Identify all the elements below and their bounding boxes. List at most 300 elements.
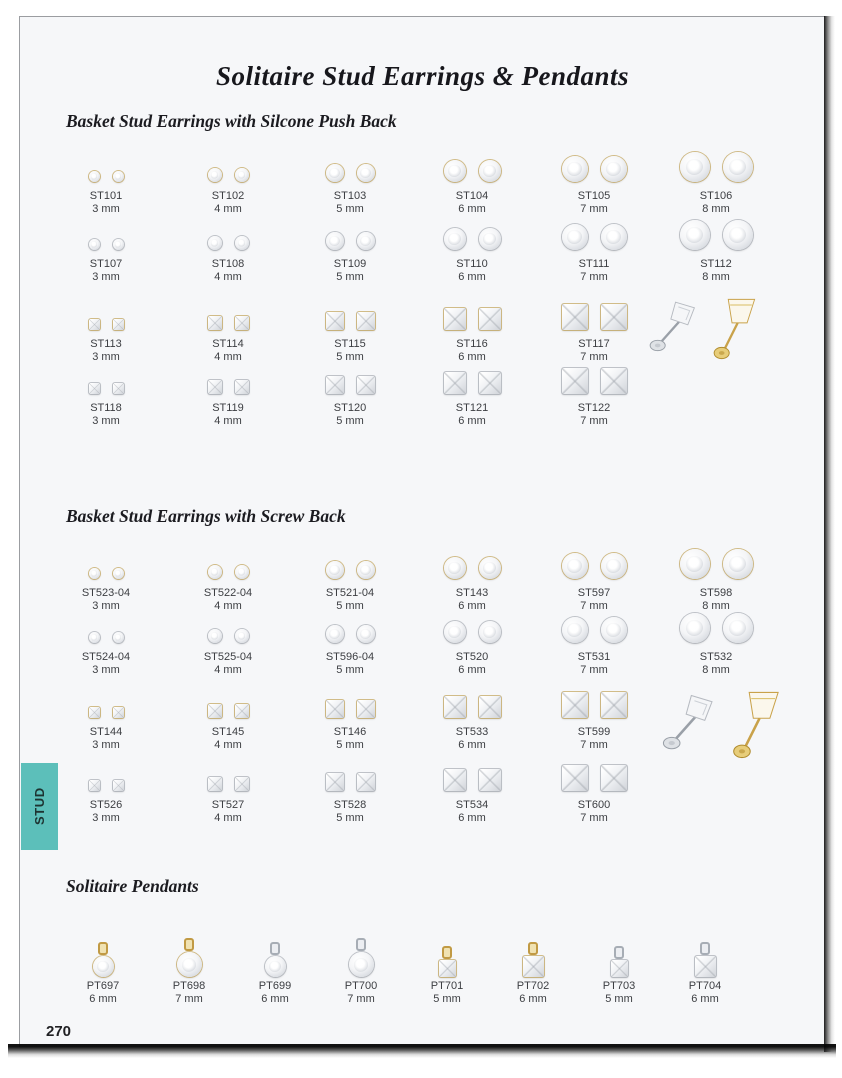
product-code: ST107 (89, 258, 123, 270)
pendant-cell (490, 911, 576, 1006)
stud-stone (562, 553, 588, 579)
stud-stone (479, 228, 501, 250)
product-code: ST144 (89, 726, 123, 738)
stud-pair-image (326, 232, 375, 255)
product-code: ST111 (578, 258, 610, 270)
pendant-bail (184, 938, 194, 951)
product-code: ST119 (212, 402, 244, 414)
product-code: ST113 (90, 338, 122, 350)
stud-stone (208, 777, 222, 791)
product-size: 4 mm (214, 812, 242, 824)
product-cell (289, 141, 411, 216)
product-cell (411, 602, 533, 677)
stud-pair-image (326, 773, 375, 796)
pendant-stone (93, 956, 114, 977)
stud-pair-image (208, 565, 249, 584)
product-size: 3 mm (92, 739, 120, 751)
stud-pair-image (89, 383, 124, 399)
stud-stone (601, 304, 627, 330)
product-code: ST110 (456, 258, 488, 270)
product-cell (167, 141, 289, 216)
stud-stone (357, 164, 375, 182)
stud-stone (113, 383, 124, 394)
product-cell (533, 141, 655, 216)
product-size: 3 mm (92, 600, 120, 612)
stud-stone (235, 316, 249, 330)
product-size: 5 mm (336, 812, 364, 824)
stud-stone (113, 780, 124, 791)
product-code: ST528 (333, 799, 367, 811)
product-size: 8 mm (702, 271, 730, 283)
product-size: 3 mm (92, 351, 120, 363)
silver-and-gold-push-back-studs-photo (636, 289, 781, 369)
stud-pair-image (562, 304, 627, 335)
stud-pair-image (208, 704, 249, 723)
stud-pair-image (89, 568, 124, 584)
product-size: 8 mm (702, 664, 730, 676)
pendant-bail (98, 942, 108, 955)
product-code: ST533 (455, 726, 489, 738)
stud-pair-image (326, 700, 375, 723)
stud-stone (208, 168, 222, 182)
product-code: ST527 (211, 799, 245, 811)
stud-stone (357, 376, 375, 394)
stud-stone (89, 632, 100, 643)
stud-stone (89, 239, 100, 250)
stud-pair-image (89, 171, 124, 187)
stud-stone (723, 220, 753, 250)
stud-stone (479, 769, 501, 791)
product-code: ST103 (333, 190, 367, 202)
product-size: 5 mm (336, 271, 364, 283)
product-cell (167, 677, 289, 752)
stud-stone (444, 621, 466, 643)
stud-stone (357, 232, 375, 250)
stud-stone (562, 368, 588, 394)
stud-pair-image (444, 696, 501, 723)
stud-pair-image (89, 632, 124, 648)
product-size: 4 mm (214, 351, 242, 363)
stud-stone (113, 239, 124, 250)
pendant-cell (318, 911, 404, 1006)
pendant-cell (146, 911, 232, 1006)
product-size: 5 mm (336, 600, 364, 612)
product-size: 7 mm (580, 351, 608, 363)
stud-pair-image (562, 156, 627, 187)
pendant-bail (356, 938, 366, 951)
product-cell (411, 141, 533, 216)
product-code: PT697 (86, 980, 120, 992)
stud-pair-image (562, 224, 627, 255)
product-grid-row (45, 750, 655, 825)
product-cell (167, 750, 289, 825)
product-cell (45, 677, 167, 752)
product-code: ST121 (455, 402, 489, 414)
stud-stone (235, 629, 249, 643)
product-size: 5 mm (605, 993, 633, 1005)
product-code: ST101 (89, 190, 123, 202)
stud-stone (444, 228, 466, 250)
stud-stone (562, 224, 588, 250)
product-code: ST116 (456, 338, 488, 350)
product-grid-row (45, 677, 655, 752)
stud-stone (235, 236, 249, 250)
product-code: ST598 (699, 587, 733, 599)
product-code: ST596-04 (325, 651, 375, 663)
product-cell (411, 677, 533, 752)
stud-stone (235, 380, 249, 394)
pendant-cell (662, 911, 748, 1006)
product-cell (45, 353, 167, 428)
product-cell (533, 750, 655, 825)
stud-stone (479, 557, 501, 579)
stud-stone (601, 156, 627, 182)
product-size: 7 mm (580, 271, 608, 283)
product-size: 5 mm (336, 351, 364, 363)
product-code: ST599 (577, 726, 611, 738)
stud-stone (479, 621, 501, 643)
section-heading: Solitaire Pendants (66, 876, 199, 896)
stud-stone (113, 632, 124, 643)
product-size: 3 mm (92, 664, 120, 676)
product-size: 8 mm (702, 600, 730, 612)
stud-stone (723, 549, 753, 579)
product-code: PT703 (602, 980, 636, 992)
stud-side-tab: STUD (21, 763, 58, 850)
stud-stone (601, 553, 627, 579)
product-size: 4 mm (214, 415, 242, 427)
product-size: 7 mm (580, 600, 608, 612)
product-size: 6 mm (458, 415, 486, 427)
stud-stone (680, 152, 710, 182)
product-code: ST104 (455, 190, 489, 202)
product-code: ST108 (211, 258, 245, 270)
stud-stone (113, 319, 124, 330)
stud-stone (479, 308, 501, 330)
product-cell (289, 353, 411, 428)
product-size: 7 mm (580, 415, 608, 427)
stud-stone (601, 765, 627, 791)
product-code: ST531 (577, 651, 611, 663)
stud-pair-image (208, 168, 249, 187)
page-edge-shadow-right (824, 16, 835, 1052)
product-cell (289, 209, 411, 284)
product-grid-row (45, 141, 777, 216)
page-number: 270 (46, 1023, 72, 1040)
product-size: 6 mm (458, 203, 486, 215)
stud-stone (235, 704, 249, 718)
product-cell (533, 677, 655, 752)
stud-stone (562, 617, 588, 643)
stud-stone (113, 707, 124, 718)
stud-pair-image (680, 549, 753, 584)
stud-stone (235, 777, 249, 791)
product-cell (655, 209, 777, 284)
stud-stone (444, 769, 466, 791)
product-size: 6 mm (458, 600, 486, 612)
product-code: ST109 (333, 258, 367, 270)
stud-stone (326, 376, 344, 394)
stud-stone (208, 316, 222, 330)
product-cell (45, 141, 167, 216)
product-size: 7 mm (580, 812, 608, 824)
stud-stone (326, 773, 344, 791)
product-code: PT698 (172, 980, 206, 992)
product-code: ST114 (212, 338, 244, 350)
product-cell (411, 750, 533, 825)
product-grid-row (45, 209, 777, 284)
stud-stone (326, 232, 344, 250)
stud-pair-image (208, 316, 249, 335)
stud-stone (208, 704, 222, 718)
product-size: 5 mm (336, 739, 364, 751)
stud-stone (89, 383, 100, 394)
product-size: 6 mm (458, 812, 486, 824)
stud-pair-image (444, 769, 501, 796)
pendant-stone (265, 956, 286, 977)
stud-stone (326, 312, 344, 330)
product-size: 7 mm (175, 993, 203, 1005)
product-code: ST118 (90, 402, 122, 414)
stud-pair-image (444, 308, 501, 335)
stud-pair-image (562, 617, 627, 648)
stud-pair-image (208, 380, 249, 399)
pendant-bail (442, 946, 452, 959)
product-code: ST112 (700, 258, 732, 270)
pendant-cell (404, 911, 490, 1006)
stud-stone (680, 220, 710, 250)
product-cell (167, 602, 289, 677)
stud-stone (357, 561, 375, 579)
stud-pair-image (326, 625, 375, 648)
stud-stone (89, 171, 100, 182)
product-cell (533, 209, 655, 284)
pendant-bail (270, 942, 280, 955)
stud-pair-image (444, 557, 501, 584)
stud-stone (601, 224, 627, 250)
stud-stone (601, 617, 627, 643)
stud-pair-image (444, 228, 501, 255)
product-code: PT700 (344, 980, 378, 992)
stud-stone (89, 319, 100, 330)
product-cell (655, 602, 777, 677)
product-cell (45, 209, 167, 284)
product-code: ST522-04 (203, 587, 253, 599)
stud-stone (208, 380, 222, 394)
stud-stone (357, 312, 375, 330)
product-code: ST520 (455, 651, 489, 663)
product-size: 4 mm (214, 271, 242, 283)
product-cell (167, 353, 289, 428)
stud-pair-image (326, 312, 375, 335)
stud-pair-image (89, 319, 124, 335)
product-size: 3 mm (92, 203, 120, 215)
product-size: 4 mm (214, 203, 242, 215)
pendant-stone (523, 956, 544, 977)
stud-pair-image (444, 621, 501, 648)
product-grid-row (45, 353, 655, 428)
product-cell (411, 209, 533, 284)
stud-stone (357, 625, 375, 643)
product-size: 5 mm (336, 415, 364, 427)
product-size: 6 mm (458, 351, 486, 363)
stud-pair-image (208, 629, 249, 648)
pendant-stone (177, 952, 202, 977)
page-edge-shadow-bottom (8, 1044, 836, 1058)
stud-stone (235, 168, 249, 182)
stud-stone (208, 236, 222, 250)
pendant-cell (576, 911, 662, 1006)
product-size: 5 mm (336, 664, 364, 676)
stud-pair-image (562, 692, 627, 723)
product-code: ST106 (699, 190, 733, 202)
stud-pair-image (89, 780, 124, 796)
product-cell (167, 209, 289, 284)
stud-pair-image (326, 164, 375, 187)
product-code: ST146 (333, 726, 367, 738)
product-size: 4 mm (214, 600, 242, 612)
product-code: ST523-04 (81, 587, 131, 599)
product-code: ST145 (211, 726, 245, 738)
product-size: 3 mm (92, 812, 120, 824)
product-size: 6 mm (261, 993, 289, 1005)
pendant-bail (700, 942, 710, 955)
page-title: Solitaire Stud Earrings & Pendants (215, 61, 630, 91)
product-size: 7 mm (580, 739, 608, 751)
stud-stone (562, 692, 588, 718)
product-cell (45, 602, 167, 677)
stud-stone (562, 304, 588, 330)
product-size: 6 mm (458, 664, 486, 676)
silver-and-gold-screw-back-studs-photo (650, 681, 805, 769)
product-code: ST143 (455, 587, 489, 599)
product-code: ST600 (577, 799, 611, 811)
stud-stone (444, 557, 466, 579)
product-code: PT701 (430, 980, 464, 992)
stud-pair-image (680, 613, 753, 648)
pendant-stone (439, 960, 456, 977)
stud-pair-image (208, 777, 249, 796)
stud-stone (89, 568, 100, 579)
product-code: ST534 (455, 799, 489, 811)
product-code: ST117 (578, 338, 610, 350)
stud-pair-image (562, 553, 627, 584)
pendant-cell (232, 911, 318, 1006)
product-size: 6 mm (458, 271, 486, 283)
pendant-stone (611, 960, 628, 977)
stud-stone (562, 156, 588, 182)
stud-stone (601, 368, 627, 394)
section-heading: Basket Stud Earrings with Screw Back (66, 506, 346, 526)
product-code: ST597 (577, 587, 611, 599)
stud-stone (326, 625, 344, 643)
product-size: 7 mm (580, 664, 608, 676)
stud-pair-image (680, 152, 753, 187)
stud-stone (723, 613, 753, 643)
product-size: 6 mm (89, 993, 117, 1005)
stud-stone (723, 152, 753, 182)
stud-stone (326, 700, 344, 718)
stud-stone (235, 565, 249, 579)
product-size: 5 mm (433, 993, 461, 1005)
product-cell (655, 141, 777, 216)
stud-stone (680, 549, 710, 579)
product-size: 3 mm (92, 271, 120, 283)
product-size: 4 mm (214, 664, 242, 676)
stud-stone (208, 629, 222, 643)
stud-stone (479, 372, 501, 394)
stud-pair-image (444, 372, 501, 399)
stud-stone (562, 765, 588, 791)
stud-stone (113, 171, 124, 182)
stud-stone (479, 160, 501, 182)
catalog-page (19, 16, 825, 1047)
pendant-stone (349, 952, 374, 977)
stud-pair-image (326, 561, 375, 584)
stud-stone (89, 707, 100, 718)
stud-stone (89, 780, 100, 791)
product-code: ST122 (577, 402, 611, 414)
stud-stone (326, 561, 344, 579)
stud-pair-image (562, 765, 627, 796)
stud-stone (601, 692, 627, 718)
stud-stone (680, 613, 710, 643)
product-size: 7 mm (347, 993, 375, 1005)
stud-pair-image (562, 368, 627, 399)
product-code: ST526 (89, 799, 123, 811)
stud-stone (444, 308, 466, 330)
product-code: PT699 (258, 980, 292, 992)
product-cell (289, 602, 411, 677)
pendant-bail (528, 942, 538, 955)
product-cell (45, 750, 167, 825)
product-size: 7 mm (580, 203, 608, 215)
product-size: 3 mm (92, 415, 120, 427)
product-size: 6 mm (519, 993, 547, 1005)
pendant-cell (60, 911, 146, 1006)
product-code: ST115 (334, 338, 366, 350)
product-code: ST102 (211, 190, 245, 202)
product-code: PT704 (688, 980, 722, 992)
stud-stone (444, 160, 466, 182)
stud-stone (113, 568, 124, 579)
stud-stone (208, 565, 222, 579)
product-code: ST120 (333, 402, 367, 414)
product-size: 5 mm (336, 203, 364, 215)
stud-stone (326, 164, 344, 182)
pendant-bail (614, 946, 624, 959)
product-code: PT702 (516, 980, 550, 992)
product-size: 8 mm (702, 203, 730, 215)
product-size: 6 mm (691, 993, 719, 1005)
product-size: 6 mm (458, 739, 486, 751)
product-code: ST525-04 (203, 651, 253, 663)
product-code: ST532 (699, 651, 733, 663)
pendant-grid-row (60, 911, 748, 1006)
product-cell (289, 750, 411, 825)
stud-stone (444, 372, 466, 394)
product-code: ST524-04 (81, 651, 131, 663)
stud-pair-image (89, 239, 124, 255)
stud-pair-image (444, 160, 501, 187)
product-size: 4 mm (214, 739, 242, 751)
product-cell (533, 602, 655, 677)
product-code: ST105 (577, 190, 611, 202)
product-grid-row (45, 602, 777, 677)
stud-stone (357, 773, 375, 791)
product-cell (289, 677, 411, 752)
pendant-stone (695, 956, 716, 977)
